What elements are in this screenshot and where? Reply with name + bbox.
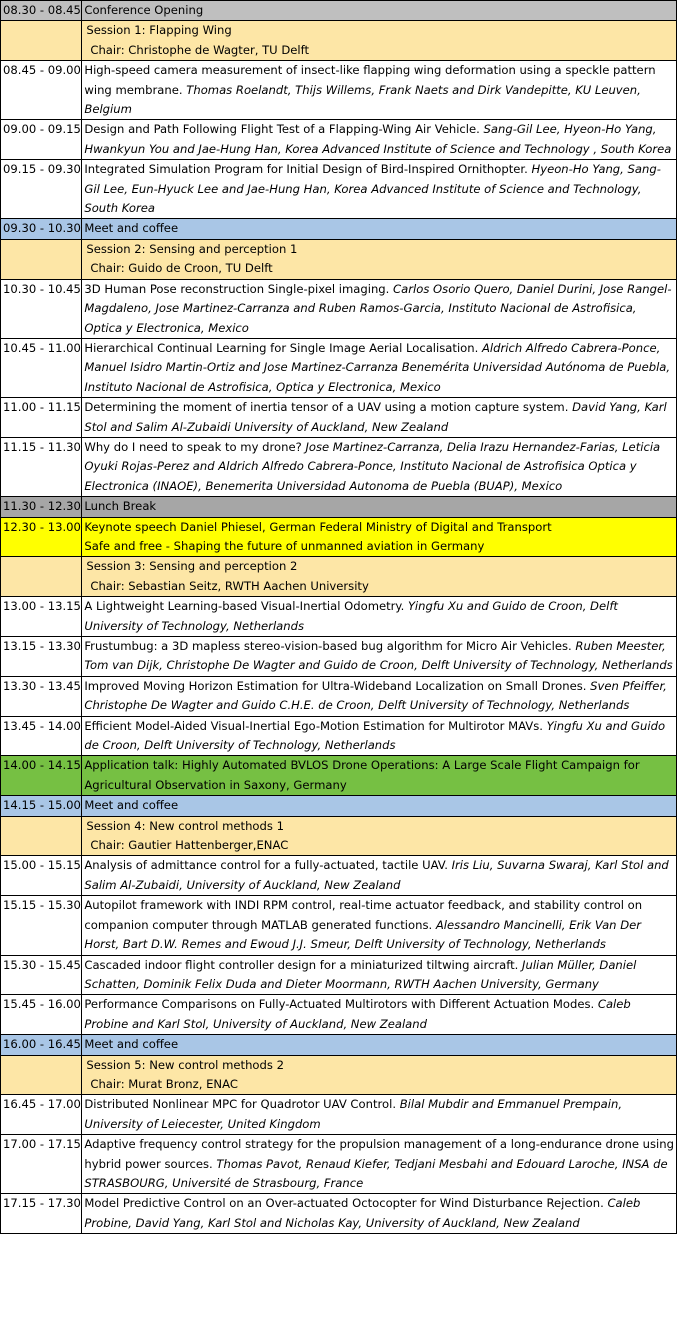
talk-row bbox=[1, 61, 677, 120]
coffee-text: Meet and coffee bbox=[84, 1037, 179, 1052]
session-title: Session 1: Flapping Wing bbox=[86, 23, 232, 38]
talk-title: Performance Comparisons on Fully-Actuated Multirotors with Different Actuation Modes. bbox=[84, 997, 595, 1012]
description-cell bbox=[82, 995, 677, 1035]
talk-authors: Alessandro Mancinelli, Erik Van Der Horst, Bart D.W. Remes and Ewoud J.J. Smeur, Delft University of Technology, Netherlands bbox=[84, 917, 642, 952]
time-cell: 15.30 - 15.45 bbox=[1, 955, 82, 995]
talk-row bbox=[1, 338, 677, 397]
session-chair: Chair: Christophe de Wagter, TU Delft bbox=[90, 42, 310, 57]
lunch-text: Lunch Break bbox=[84, 499, 157, 514]
talk-row bbox=[1, 716, 677, 756]
app-row bbox=[1, 756, 677, 796]
description-cell bbox=[82, 597, 677, 637]
time-cell: 17.15 - 17.30 bbox=[1, 1194, 82, 1234]
time-cell: 11.15 - 11.30 bbox=[1, 437, 82, 496]
time-cell: 13.00 - 13.15 bbox=[1, 597, 82, 637]
talk-row bbox=[1, 120, 677, 160]
description-cell bbox=[82, 1055, 677, 1095]
talk-title: Determining the moment of inertia tensor of a UAV using a motion capture system. bbox=[84, 400, 569, 415]
talk-authors: Ruben Meester, Tom van Dijk, Christophe De Wagter and Guido de Croon, Delft University of Technology, Netherlands bbox=[84, 639, 673, 673]
session-row bbox=[1, 816, 677, 856]
talk-title: Efficient Model-Aided Visual-Inertial Ego-Motion Estimation for Multirotor MAVs. bbox=[84, 718, 543, 733]
session-title: Session 5: New control methods 2 bbox=[86, 1057, 284, 1072]
description-cell bbox=[82, 557, 677, 597]
description-cell bbox=[82, 1, 677, 21]
description-cell bbox=[82, 637, 677, 677]
talk-authors: Thomas Roelandt, Thijs Willems, Frank Naets and Dirk Vandepitte, KU Leuven, Belgium bbox=[84, 82, 641, 117]
lunch-row bbox=[1, 497, 677, 517]
time-cell: 13.30 - 13.45 bbox=[1, 676, 82, 716]
keynote-row bbox=[1, 517, 677, 557]
talk-authors: Carlos Osorio Quero, Daniel Durini, Jose Rangel-Magdaleno, Jose Martinez-Carranza and Ruben Ramos-Garcia, Instituto Nacional de Astrofisica, Optica y Electronica, Mexico bbox=[84, 281, 672, 335]
time-cell: 09.15 - 09.30 bbox=[1, 160, 82, 219]
description-cell bbox=[82, 1035, 677, 1055]
session-row bbox=[1, 239, 677, 279]
time-cell: 08.30 - 08.45 bbox=[1, 1, 82, 21]
description-cell bbox=[82, 120, 677, 160]
session-chair: Chair: Gautier Hattenberger,ENAC bbox=[90, 838, 289, 853]
time-cell: 17.00 - 17.15 bbox=[1, 1135, 82, 1194]
talk-title: Model Predictive Control on an Over-actuated Octocopter for Wind Disturbance Rejection. bbox=[84, 1196, 604, 1211]
talk-authors: Caleb Probine, David Yang, Karl Stol and Nicholas Kay, University of Auckland, New Zealand bbox=[84, 1196, 641, 1230]
talk-authors: Jose Martinez-Carranza, Delia Irazu Hernandez-Farias, Leticia Oyuki Rojas-Perez and Aldrich Alfredo Cabrera-Ponce, Instituto Nacional de Astrofisica Optica y Electronica (INAOE), Benemerita Universidad Autonoma de Puebla (BUAP), Mexico bbox=[84, 439, 661, 493]
time-cell bbox=[1, 1055, 82, 1095]
talk-row bbox=[1, 896, 677, 955]
time-cell: 10.45 - 11.00 bbox=[1, 338, 82, 397]
description-cell bbox=[82, 437, 677, 496]
talk-row bbox=[1, 398, 677, 438]
time-cell: 13.45 - 14.00 bbox=[1, 716, 82, 756]
opening-text: Conference Opening bbox=[84, 3, 204, 17]
description-cell bbox=[82, 338, 677, 397]
talk-row bbox=[1, 279, 677, 338]
description-cell bbox=[82, 716, 677, 756]
time-cell: 15.45 - 16.00 bbox=[1, 995, 82, 1035]
coffee-row bbox=[1, 796, 677, 816]
coffee-text: Meet and coffee bbox=[84, 221, 179, 236]
talk-title: Analysis of admittance control for a fully-actuated, tactile UAV. bbox=[84, 858, 448, 873]
talk-authors: Caleb Probine and Karl Stol, University of Auckland, New Zealand bbox=[84, 997, 631, 1031]
description-cell bbox=[82, 21, 677, 61]
description-cell bbox=[82, 796, 677, 816]
session-chair: Chair: Sebastian Seitz, RWTH Aachen University bbox=[90, 578, 369, 593]
talk-title: Frustumbug: a 3D mapless stereo-vision-based bug algorithm for Micro Air Vehicles. bbox=[84, 639, 572, 653]
description-cell bbox=[82, 816, 677, 856]
talk-title: Autopilot framework with INDI RPM control, real-time actuator feedback, and stability control on companion computer through MATLAB generated functions. bbox=[84, 898, 643, 932]
talk-authors: Sven Pfeiffer, Christophe De Wagter and Guido C.H.E. de Croon, Delft University of Technology, Netherlands bbox=[84, 678, 667, 713]
app-text: Application talk: Highly Automated BVLOS Drone Operations: A Large Scale Flight Campaign for Agricultural Observation in Saxony, Germany bbox=[84, 758, 640, 792]
talk-row bbox=[1, 637, 677, 677]
talk-title: Cascaded indoor flight controller design for a miniaturized tiltwing aircraft. bbox=[84, 957, 519, 972]
time-cell: 09.30 - 10.30 bbox=[1, 219, 82, 239]
description-cell bbox=[82, 1095, 677, 1135]
time-cell bbox=[1, 21, 82, 61]
talk-row bbox=[1, 597, 677, 637]
session-row bbox=[1, 21, 677, 61]
time-cell: 11.00 - 11.15 bbox=[1, 398, 82, 438]
session-row bbox=[1, 557, 677, 597]
time-cell: 16.45 - 17.00 bbox=[1, 1095, 82, 1135]
keynote-title: Keynote speech Daniel Phiesel, German Federal Ministry of Digital and Transport bbox=[84, 519, 552, 534]
description-cell bbox=[82, 1135, 677, 1194]
coffee-text: Meet and coffee bbox=[84, 798, 179, 813]
talk-row bbox=[1, 1194, 677, 1234]
opening-row bbox=[1, 1, 677, 21]
description-cell bbox=[82, 856, 677, 896]
time-cell: 13.15 - 13.30 bbox=[1, 637, 82, 677]
talk-authors: Sang-Gil Lee, Hyeon-Ho Yang, Hwankyun You and Jae-Hung Han, Korea Advanced Institute of Science and Technology , South Korea bbox=[84, 122, 672, 156]
time-cell: 15.00 - 15.15 bbox=[1, 856, 82, 896]
session-chair: Chair: Murat Bronz, ENAC bbox=[90, 1076, 238, 1091]
talk-authors: Iris Liu, Suvarna Swaraj, Karl Stol and Salim Al-Zubaidi, University of Auckland, New Zealand bbox=[84, 858, 669, 892]
talk-row bbox=[1, 955, 677, 995]
session-row bbox=[1, 1055, 677, 1095]
description-cell bbox=[82, 239, 677, 279]
talk-title: Adaptive frequency control strategy for the propulsion management of a long-endurance drone using hybrid power sources. bbox=[84, 1137, 674, 1171]
talk-row bbox=[1, 160, 677, 219]
talk-authors: Yingfu Xu and Guido de Croon, Delft University of Technology, Netherlands bbox=[84, 599, 618, 633]
description-cell bbox=[82, 279, 677, 338]
session-title: Session 3: Sensing and perception 2 bbox=[86, 559, 298, 574]
time-cell: 10.30 - 10.45 bbox=[1, 279, 82, 338]
talk-title: Integrated Simulation Program for Initial Design of Bird-Inspired Ornithopter. bbox=[84, 162, 528, 177]
description-cell bbox=[82, 955, 677, 995]
description-cell bbox=[82, 517, 677, 557]
talk-title: Hierarchical Continual Learning for Single Image Aerial Localisation. bbox=[84, 340, 479, 355]
time-cell: 14.00 - 14.15 bbox=[1, 756, 82, 796]
description-cell bbox=[82, 756, 677, 796]
description-cell bbox=[82, 676, 677, 716]
talk-authors: Bilal Mubdir and Emmanuel Prempain, University of Leiecester, United Kingdom bbox=[84, 1097, 623, 1131]
talk-title: 3D Human Pose reconstruction Single-pixel imaging. bbox=[84, 281, 390, 296]
coffee-row bbox=[1, 1035, 677, 1055]
talk-authors: Yingfu Xu and Guido de Croon, Delft University of Technology, Netherlands bbox=[84, 718, 666, 753]
time-cell: 08.45 - 09.00 bbox=[1, 61, 82, 120]
time-cell: 14.15 - 15.00 bbox=[1, 796, 82, 816]
description-cell bbox=[82, 1194, 677, 1234]
talk-title: Why do I need to speak to my drone? bbox=[84, 439, 302, 454]
time-cell bbox=[1, 239, 82, 279]
description-cell bbox=[82, 497, 677, 517]
time-cell bbox=[1, 816, 82, 856]
description-cell bbox=[82, 160, 677, 219]
time-cell: 09.00 - 09.15 bbox=[1, 120, 82, 160]
talk-title: A Lightweight Learning-based Visual-Inertial Odometry. bbox=[84, 599, 405, 614]
talk-authors: Hyeon-Ho Yang, Sang-Gil Lee, Eun-Hyuck Lee and Jae-Hung Han, Korea Advanced Institute of Science and Technology, South Korea bbox=[84, 162, 661, 216]
time-cell: 12.30 - 13.00 bbox=[1, 517, 82, 557]
talk-title: Improved Moving Horizon Estimation for Ultra-Wideband Localization on Small Drones. bbox=[84, 678, 587, 693]
talk-title: Distributed Nonlinear MPC for Quadrotor UAV Control. bbox=[84, 1097, 397, 1112]
talk-title: Design and Path Following Flight Test of a Flapping-Wing Air Vehicle. bbox=[84, 122, 480, 137]
talk-row bbox=[1, 437, 677, 496]
time-cell: 11.30 - 12.30 bbox=[1, 497, 82, 517]
session-chair: Chair: Guido de Croon, TU Delft bbox=[90, 261, 273, 276]
time-cell: 15.15 - 15.30 bbox=[1, 896, 82, 955]
talk-row bbox=[1, 856, 677, 896]
talk-authors: Thomas Pavot, Renaud Kiefer, Tedjani Mesbahi and Edouard Laroche, INSA de STRASBOURG, Université de Strasbourg, France bbox=[84, 1156, 668, 1190]
talk-row bbox=[1, 995, 677, 1035]
description-cell bbox=[82, 219, 677, 239]
talk-row bbox=[1, 676, 677, 716]
talk-row bbox=[1, 1135, 677, 1194]
session-title: Session 2: Sensing and perception 1 bbox=[86, 241, 298, 256]
schedule-body bbox=[1, 1, 677, 1234]
talk-authors: Aldrich Alfredo Cabrera-Ponce, Manuel Isidro Martin-Ortiz and Jose Martinez-Carranza Benemérita Universidad Autónoma de Puebla, Instituto Nacional de Astrofisica, Optica y Electronica, Mexico bbox=[84, 340, 671, 394]
time-cell: 16.00 - 16.45 bbox=[1, 1035, 82, 1055]
talk-title: High-speed camera measurement of insect-like flapping wing deformation using a speckle pattern wing membrane. bbox=[84, 63, 656, 97]
talk-row bbox=[1, 1095, 677, 1135]
session-title: Session 4: New control methods 1 bbox=[86, 818, 284, 833]
coffee-row bbox=[1, 219, 677, 239]
description-cell bbox=[82, 398, 677, 438]
description-cell bbox=[82, 896, 677, 955]
description-cell bbox=[82, 61, 677, 120]
time-cell bbox=[1, 557, 82, 597]
keynote-subtitle: Safe and free - Shaping the future of unmanned aviation in Germany bbox=[84, 538, 485, 553]
talk-authors: David Yang, Karl Stol and Salim Al-Zubaidi University of Auckland, New Zealand bbox=[84, 400, 667, 434]
talk-authors: Julian Müller, Daniel Schatten, Dominik Felix Duda and Dieter Moormann, RWTH Aachen University, Germany bbox=[84, 957, 637, 991]
